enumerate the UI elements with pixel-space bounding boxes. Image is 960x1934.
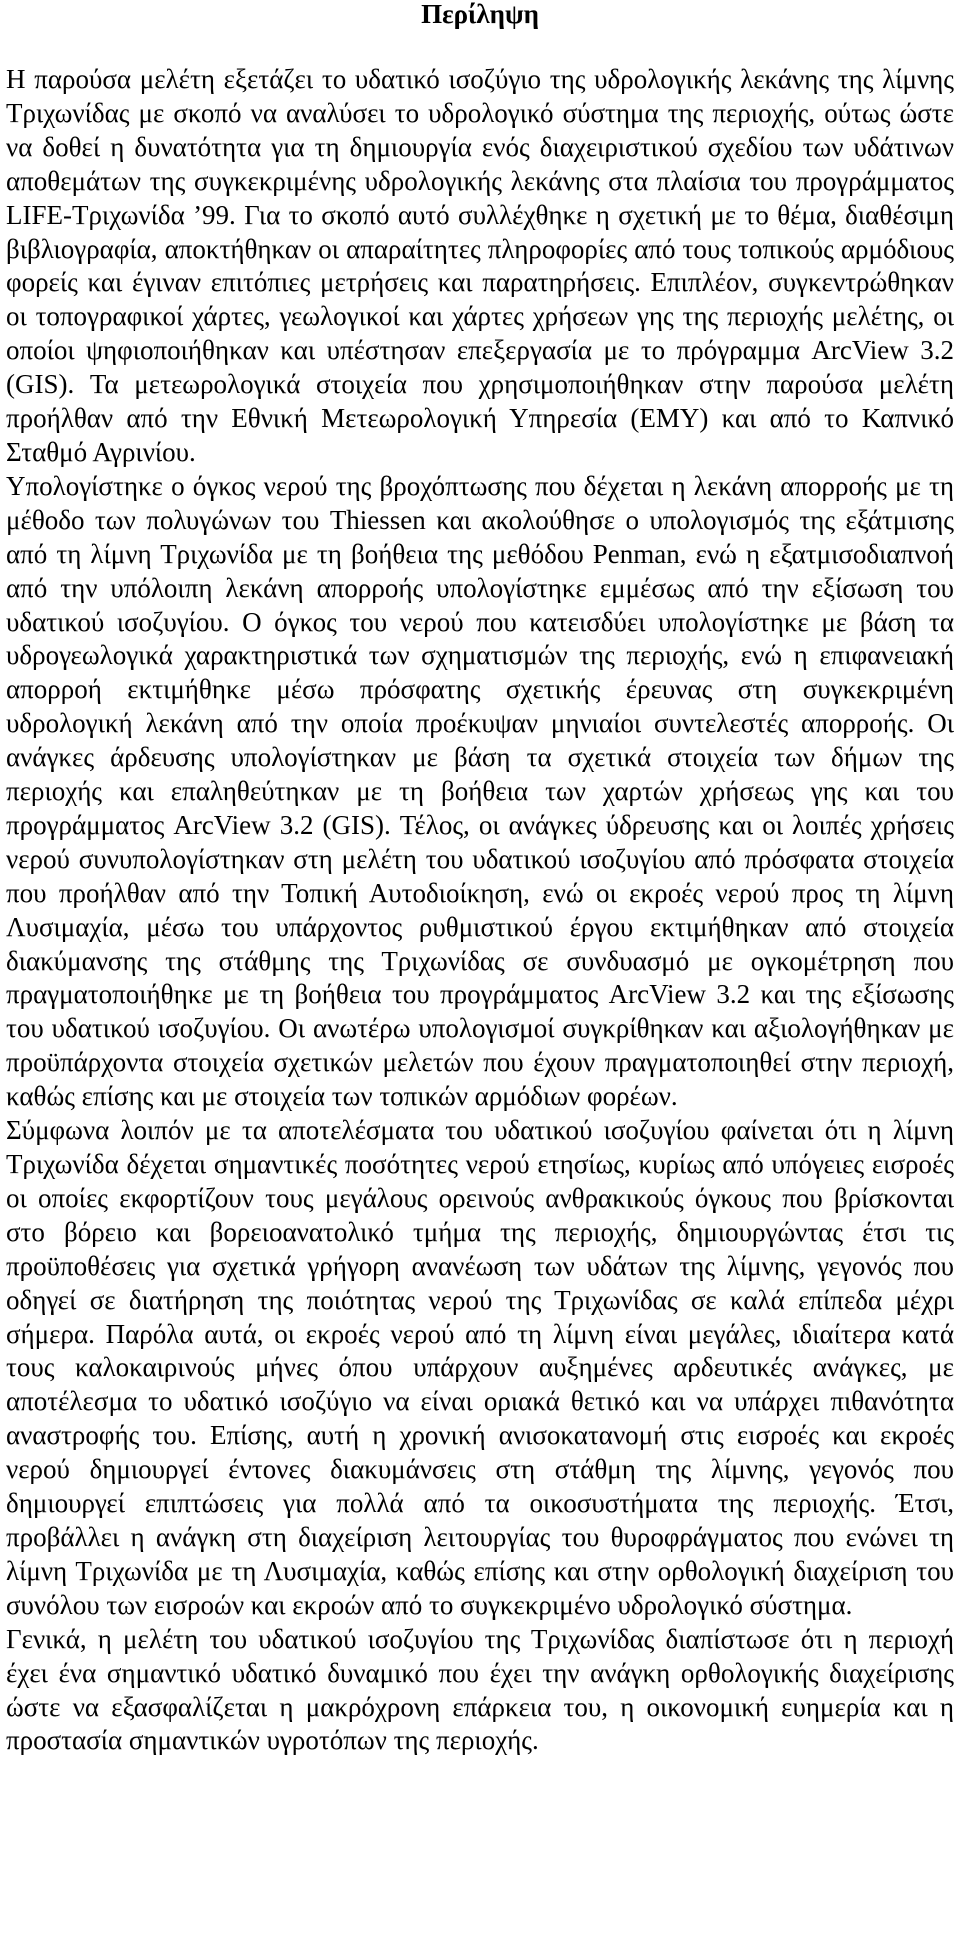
title-spacer — [6, 28, 954, 63]
document-title: Περίληψη — [421, 0, 539, 29]
paragraph-results: Σύμφωνα λοιπόν με τα αποτελέσματα του υδατικού ισοζυγίου φαίνεται ότι η λίμνη Τριχωνίδα δέχεται σημαντικές ποσότητες νερού ετησίως, κυρίως από υπόγειες εισροές οι οποίες εκφορτίζουν τους μεγάλους ορεινούς ανθρακικούς όγκους που βρίσκονται στο βόρειο και βορειοανατολικό τμήμα της περιοχής, δημιουργώντας έτσι τις προϋποθέσεις για σχετικά γρήγορη ανανέωση των υδάτων της λίμνης, γεγονός που οδηγεί σε διατήρηση της ποιότητας νερού της Τριχωνίδας σε καλά επίπεδα μέχρι σήμερα. Παρόλα αυτά, οι εκροές νερού από τη λίμνη είναι μεγάλες, ιδιαίτερα κατά τους καλοκαιρινούς μήνες όπου υπάρχουν αυξημένες αρδευτικές ανάγκες, με αποτέλεσμα το υδατικό ισοζύγιο να είναι οριακά θετικό και να υπάρχει πιθανότητα αναστροφής του. Επίσης, αυτή η χρονική ανισοκατανομή στις εισροές και εκροές νερού δημιουργεί έντονες διακυμάνσεις στη στάθμη της λίμνης, γεγονός που δημιουργεί επιπτώσεις για πολλά από τα οικοσυστήματα της περιοχής. Έτσι, προβάλλει η ανάγκη στη διαχείριση λειτουργίας του θυροφράγματος που ενώνει τη λίμνη Τριχωνίδα με τη Λυσιμαχία, καθώς επίσης και στην ορθολογική διαχείριση του συνόλου των εισροών και εκροών από το συγκεκριμένο υδρολογικό σύστημα. — [6, 1115, 954, 1620]
paragraph-methodology: Υπολογίστηκε ο όγκος νερού της βροχόπτωσης που δέχεται η λεκάνη απορροής με τη μέθοδο των πολυγώνων του Thiessen και ακολούθησε ο υπολογισμός της εξάτμισης από τη λίμνη Τριχωνίδα με τη βοήθεια της μεθόδου Penman, ενώ η εξατμισοδιαπνοή από την υπόλοιπη λεκάνη απορροής υπολογίστηκε εμμέσως από την εξίσωση του υδατικού ισοζυγίου. Ο όγκος του νερού που κατεισδύει υπολογίστηκε με βάση τα υδρογεωλογικά χαρακτηριστικά των σχηματισμών της περιοχής, ενώ η επιφανειακή απορροή εκτιμήθηκε μέσω πρόσφατης σχετικής έρευνας στη συγκεκριμένη υδρολογική λεκάνη από την οποία προέκυψαν μηνιαίοι συντελεστές απορροής. Οι ανάγκες άρδευσης υπολογίστηκαν με βάση τα σχετικά στοιχεία των δήμων της περιοχής και επαληθεύτηκαν με τη βοήθεια των χαρτών χρήσεως γης και του προγράμματος ArcView 3.2 (GIS). Τέλος, οι ανάγκες ύδρευσης και οι λοιπές χρήσεις νερού συνυπολογίστηκαν στη μελέτη του υδατικού ισοζυγίου από πρόσφατα στοιχεία που προήλθαν από την Τοπική Αυτοδιοίκηση, ενώ οι εκροές νερού προς τη λίμνη Λυσιμαχία, μέσω του υπάρχοντος ρυθμιστικού έργου εκτιμήθηκαν από στοιχεία διακύμανσης της στάθμης της Τριχωνίδας σε συνδυασμό με ογκομέτρηση που πραγματοποιήθηκε με τη βοήθεια του προγράμματος ArcView 3.2 και της εξίσωσης του υδατικού ισοζυγίου. Οι ανωτέρω υπολογισμοί συγκρίθηκαν και αξιολογήθηκαν με προϋπάρχοντα στοιχεία σχετικών μελετών που έχουν πραγματοποιηθεί στην περιοχή, καθώς επίσης και με στοιχεία των τοπικών αρμόδιων φορέων. — [6, 470, 954, 1112]
paragraph-introduction: Η παρούσα μελέτη εξετάζει το υδατικό ισοζύγιο της υδρολογικής λεκάνης της λίμνης Τριχωνίδας με σκοπό να αναλύσει το υδρολογικό σύστημα της περιοχής, ούτως ώστε να δοθεί η δυνατότητα για τη δημιουργία ενός διαχειριστικού σχεδίου των υδάτινων αποθεμάτων της συγκεκριμένης υδρολογικής λεκάνης στα πλαίσια του προγράμματος LIFE-Τριχωνίδα ’99. Για το σκοπό αυτό συλλέχθηκε η σχετική με το θέμα, διαθέσιμη βιβλιογραφία, αποκτήθηκαν οι απαραίτητες πληροφορίες από τους τοπικούς αρμόδιους φορείς και έγιναν επιτόπιες μετρήσεις και παρατηρήσεις. Επιπλέον, συγκεντρώθηκαν οι τοπογραφικοί χάρτες, γεωλογικοί και χάρτες χρήσεων γης της περιοχής μελέτης, οι οποίοι ψηφιοποιήθηκαν και υπέστησαν επεξεργασία με το πρόγραμμα ArcView 3.2 (GIS). Τα μετεωρολογικά στοιχεία που χρησιμοποιήθηκαν στην παρούσα μελέτη προήλθαν από την Εθνική Μετεωρολογική Υπηρεσία (ΕΜΥ) και από το Καπνικό Σταθμό Αγρινίου. — [6, 64, 954, 467]
paragraph-conclusion: Γενικά, η μελέτη του υδατικού ισοζυγίου της Τριχωνίδας διαπίστωσε ότι η περιοχή έχει ένα σημαντικό υδατικό δυναμικό που έχει την ανάγκη ορθολογικής διαχείρισης ώστε να εξασφαλίζεται η μακρόχρονη επάρκεια του, η οικονομική ευημερία και η προστασία σημαντικών υγροτόπων της περιοχής. — [6, 1623, 954, 1756]
